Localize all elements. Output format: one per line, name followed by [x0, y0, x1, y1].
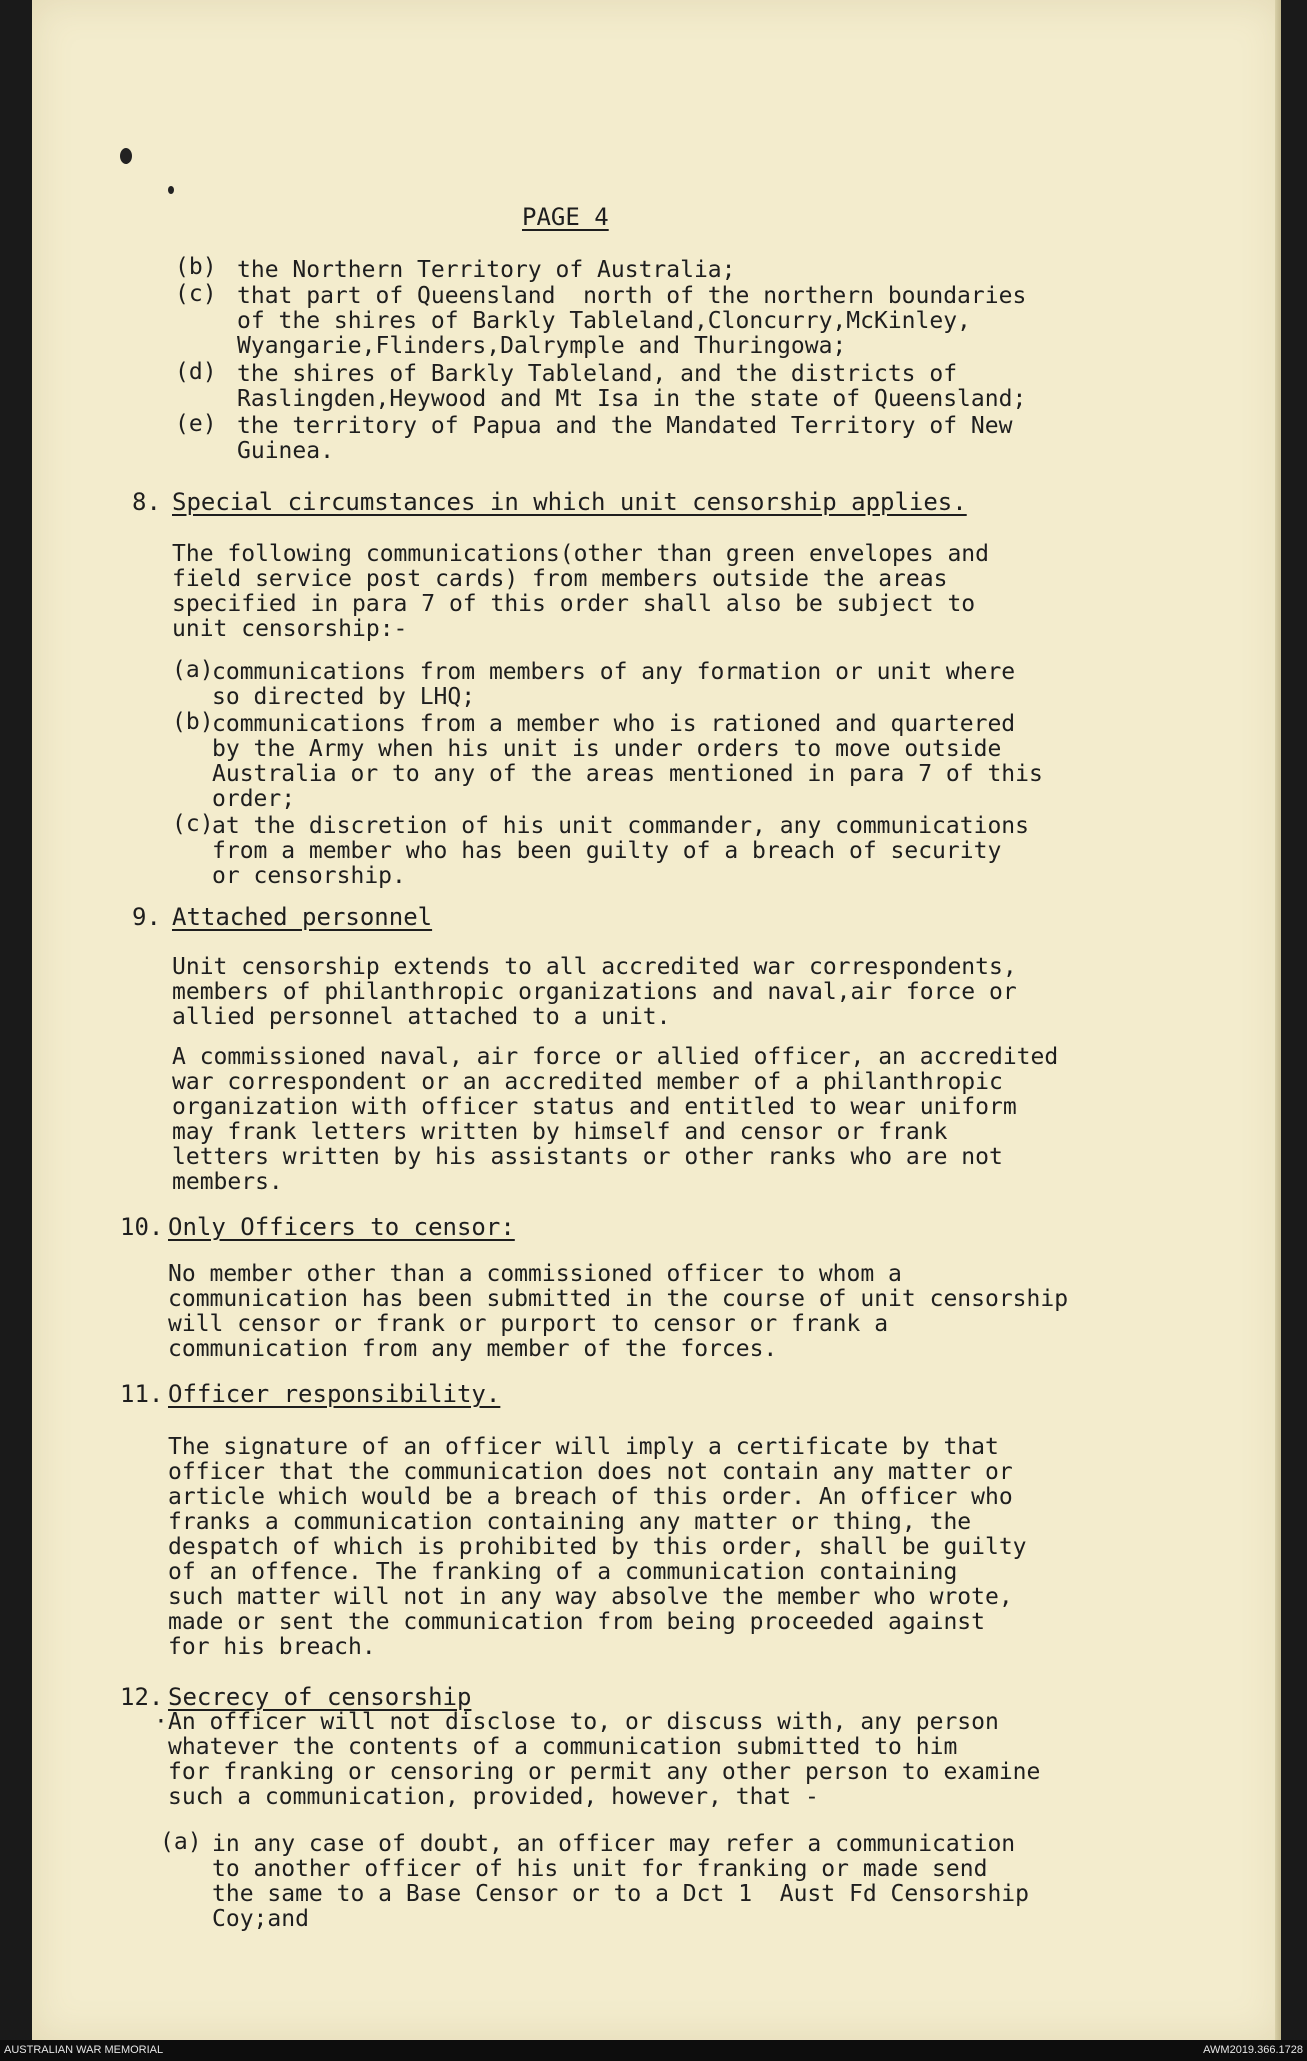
paragraph-line: allied personnel attached to a unit. — [172, 1004, 671, 1030]
paragraph-line: members. — [172, 1169, 283, 1195]
paragraph-line: communication from any member of the forces. — [168, 1336, 778, 1362]
paragraph-line: A commissioned naval, air force or allied officer, an accredited — [172, 1044, 1059, 1070]
list-line: the Northern Territory of Australia; — [237, 257, 736, 283]
paragraph-line: The signature of an officer will imply a certificate by that — [168, 1434, 999, 1460]
paragraph-line: will censor or frank or purport to censor or frank a — [168, 1311, 889, 1337]
list-line: at the discretion of his unit commander, any communications — [212, 813, 1029, 839]
paragraph-line: specified in para 7 of this order shall also be subject to — [172, 591, 976, 617]
list-line: by the Army when his unit is under orders to move outside — [212, 736, 1002, 762]
list-marker: (c) — [172, 811, 214, 837]
section-number: 11. — [120, 1380, 164, 1408]
list-line: Raslingden,Heywood and Mt Isa in the state of Queensland; — [237, 386, 1027, 412]
section-number: 12. — [120, 1683, 164, 1711]
list-marker: (b) — [172, 709, 214, 735]
paragraph-line: for franking or censoring or permit any other person to examine — [168, 1759, 1041, 1785]
list-line: in any case of doubt, an officer may refer a communication — [212, 1831, 1016, 1857]
paragraph-line: of an offence. The franking of a communication containing — [168, 1559, 958, 1585]
list-line: from a member who has been guilty of a breach of security — [212, 838, 1002, 864]
paragraph-line: An officer will not disclose to, or discuss with, any person — [168, 1709, 999, 1735]
paragraph-line: field service post cards) from members outside the areas — [172, 566, 948, 592]
page-edge — [1275, 0, 1281, 2040]
list-line: Australia or to any of the areas mentioned in para 7 of this — [212, 761, 1043, 787]
bullet-dot: · — [154, 1709, 168, 1735]
list-line: Wyangarie,Flinders,Dalrymple and Thuringowa; — [237, 333, 847, 359]
paragraph-line: article which would be a breach of this order. An officer who — [168, 1484, 1013, 1510]
paragraph-line: such matter will not in any way absolve the member who wrote, — [168, 1584, 1013, 1610]
paragraph-line: organization with officer status and entitled to wear uniform — [172, 1094, 1017, 1120]
list-marker: (c) — [175, 281, 217, 307]
list-marker: (b) — [175, 254, 217, 280]
page-header: PAGE 4 — [522, 203, 609, 231]
paragraph-line: for his breach. — [168, 1634, 376, 1660]
list-line: communications from members of any formation or unit where — [212, 659, 1016, 685]
list-marker: (e) — [175, 411, 217, 437]
paragraph-line: members of philanthropic organizations and naval,air force or — [172, 979, 1017, 1005]
list-line: Guinea. — [237, 438, 334, 464]
list-line: so directed by LHQ; — [212, 684, 476, 710]
list-line: the same to a Base Censor or to a Dct 1 Aust Fd Censorship — [212, 1881, 1029, 1907]
punch-hole — [168, 186, 174, 194]
list-marker: (a) — [160, 1829, 202, 1855]
list-line: or censorship. — [212, 863, 406, 889]
section-title: Special circumstances in which unit censorship applies. — [172, 488, 967, 516]
section-title: Only Officers to censor: — [168, 1213, 515, 1241]
section-title: Attached personnel — [172, 903, 433, 931]
paragraph-line: unit censorship:- — [172, 616, 408, 642]
paragraph-line: letters written by his assistants or other ranks who are not — [172, 1144, 1003, 1170]
paragraph-line: officer that the communication does not contain any matter or — [168, 1459, 1013, 1485]
paragraph-line: No member other than a commissioned officer to whom a — [168, 1261, 902, 1287]
section-number: 8. — [132, 488, 161, 516]
paragraph-line: The following communications(other than green envelopes and — [172, 541, 989, 567]
paragraph-line: franks a communication containing any matter or thing, the — [168, 1509, 972, 1535]
list-marker: (a) — [172, 657, 214, 683]
paragraph-line: communication has been submitted in the course of unit censorship — [168, 1286, 1069, 1312]
section-number: 9. — [132, 903, 161, 931]
list-line: communications from a member who is rationed and quartered — [212, 711, 1016, 737]
section-number: 10. — [120, 1213, 164, 1241]
paragraph-line: may frank letters written by himself and censor or frank — [172, 1119, 948, 1145]
list-line: the shires of Barkly Tableland, and the districts of — [237, 361, 958, 387]
footer-source: AUSTRALIAN WAR MEMORIAL — [4, 2044, 164, 2056]
footer-accession: AWM2019.366.1728 — [1203, 2044, 1303, 2056]
footer-bar — [0, 2040, 1307, 2061]
section-title: Officer responsibility. — [168, 1380, 501, 1408]
paragraph-line: Unit censorship extends to all accredited war correspondents, — [172, 954, 1017, 980]
document-page — [32, 0, 1281, 2040]
paragraph-line: made or sent the communication from being proceeded against — [168, 1609, 985, 1635]
paragraph-line: war correspondent or an accredited member of a philanthropic — [172, 1069, 1003, 1095]
punch-hole — [120, 148, 132, 164]
list-line: to another officer of his unit for franking or made send — [212, 1856, 988, 1882]
list-line: Coy;and — [212, 1906, 309, 1932]
section-title: Secrecy of censorship — [168, 1683, 472, 1711]
list-line: order; — [212, 786, 296, 812]
list-line: of the shires of Barkly Tableland,Cloncurry,McKinley, — [237, 308, 971, 334]
paragraph-line: such a communication, provided, however, that - — [168, 1784, 819, 1810]
paragraph-line: despatch of which is prohibited by this order, shall be guilty — [168, 1534, 1027, 1560]
list-line: the territory of Papua and the Mandated Territory of New — [237, 413, 1013, 439]
paragraph-line: whatever the contents of a communication submitted to him — [168, 1734, 958, 1760]
list-marker: (d) — [175, 359, 217, 385]
list-line: that part of Queensland north of the northern boundaries — [237, 283, 1027, 309]
